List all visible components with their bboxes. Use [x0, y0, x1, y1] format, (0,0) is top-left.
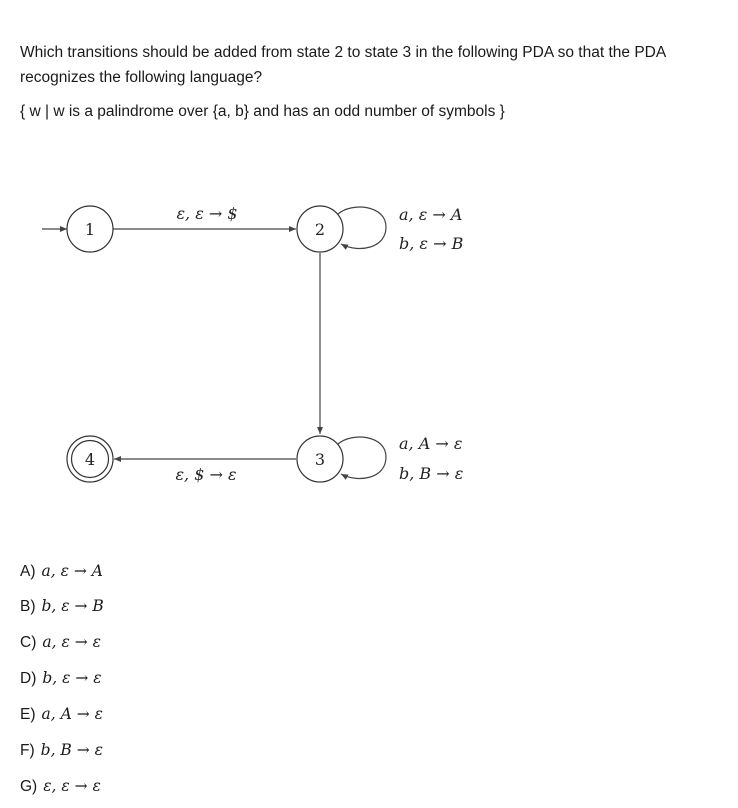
option-b[interactable] — [20, 595, 104, 618]
state-1 — [67, 206, 113, 252]
language-definition: { w | w is a palindrome over {a, b} and has an odd number of symbols } — [20, 103, 505, 120]
option-letter: F) — [20, 742, 35, 759]
option-f[interactable] — [20, 739, 103, 762]
option-letter: G) — [20, 778, 38, 795]
option-c[interactable] — [20, 631, 101, 654]
loop2-label-b: b, ε → B — [399, 234, 464, 253]
state-2-label: 2 — [314, 220, 326, 239]
option-letter: E) — [20, 706, 36, 723]
question-text: Which transitions should be added from state 2 to state 3 in the following PDA so that the PDA recognizes the following language? — [20, 44, 666, 86]
option-d[interactable] — [20, 667, 102, 690]
option-formula: b, ε → ε — [42, 669, 102, 687]
option-formula: a, ε → ε — [42, 633, 101, 651]
option-g[interactable] — [20, 775, 101, 798]
option-formula: b, B → ε — [40, 741, 103, 759]
option-formula: a, A → ε — [41, 705, 103, 723]
loop3-label-b: b, B → ε — [399, 464, 464, 483]
self-loop-3 — [338, 437, 386, 478]
self-loop-2 — [338, 207, 386, 248]
state-4-label: 4 — [84, 450, 96, 469]
option-a[interactable] — [20, 560, 103, 583]
option-letter: D) — [20, 670, 37, 687]
loop2-label-a: a, ε → A — [399, 205, 463, 224]
transition-label-1-2: ε, ε → $ — [176, 204, 238, 223]
option-formula: a, ε → A — [41, 562, 103, 580]
state-3 — [297, 436, 343, 482]
state-3-label: 3 — [314, 450, 326, 469]
option-formula: ε, ε → ε — [43, 777, 101, 795]
option-letter: B) — [20, 598, 36, 615]
option-letter: C) — [20, 634, 37, 651]
loop3-label-a: a, A → ε — [399, 434, 463, 453]
state-1-label: 1 — [84, 220, 96, 239]
transition-label-3-4: ε, $ → ε — [175, 465, 237, 484]
state-4-accepting — [67, 436, 113, 482]
option-letter: A) — [20, 563, 36, 580]
option-e[interactable] — [20, 703, 103, 726]
option-formula: b, ε → B — [41, 597, 104, 615]
state-2 — [297, 206, 343, 252]
